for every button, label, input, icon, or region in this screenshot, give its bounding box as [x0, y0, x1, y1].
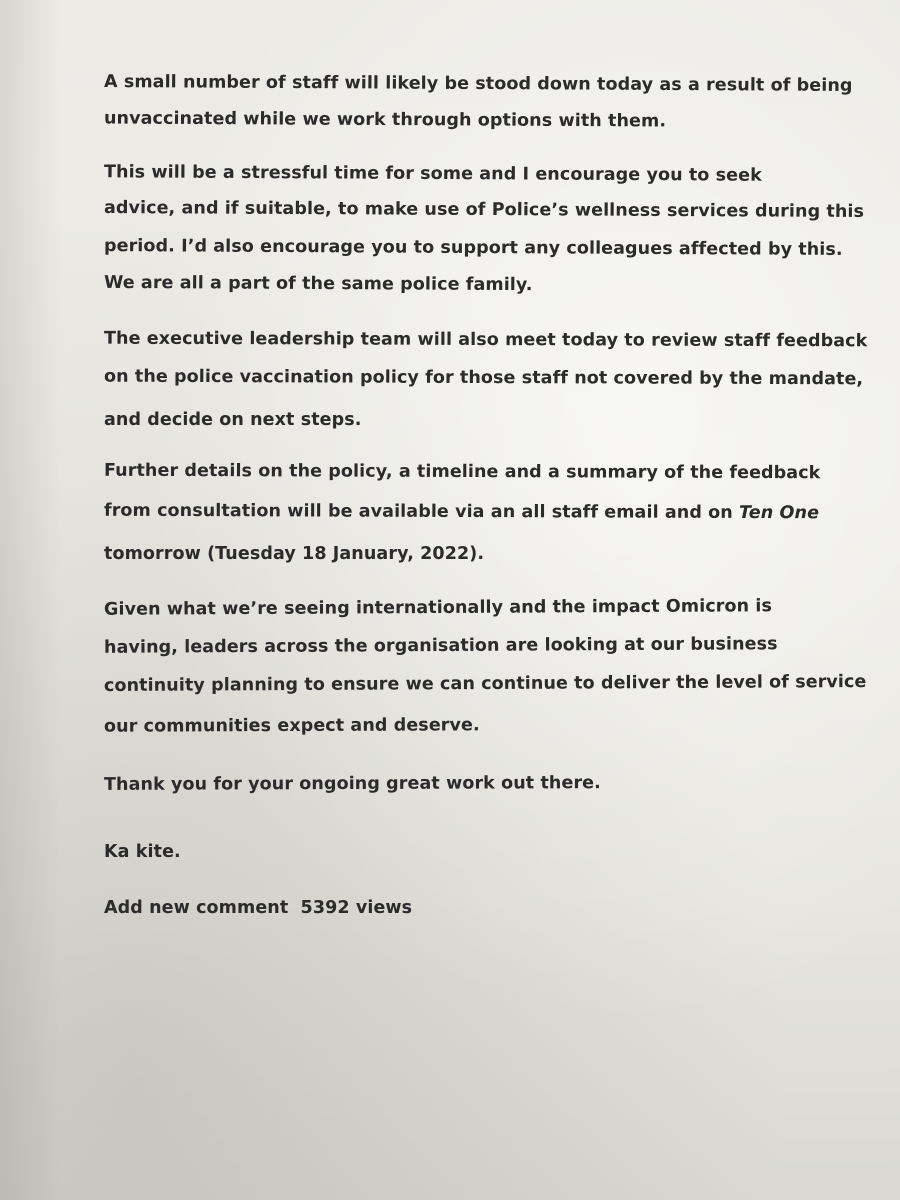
paragraph-5-line-2: having, leaders across the organisation are looking at our business: [103, 634, 778, 658]
view-count: 5392 views: [300, 898, 413, 918]
paragraph-2-line-3: period. I’d also encourage you to support any colleagues affected by this.: [103, 236, 843, 260]
closing-thanks: Thank you for your ongoing great work out there.: [103, 773, 601, 795]
paragraph-1-line-2: unvaccinated while we work through options with them.: [103, 108, 667, 132]
paragraph-2-line-2: advice, and if suitable, to make use of Police’s wellness services during this: [103, 198, 865, 222]
paragraph-4-line-1: Further details on the policy, a timeline and a summary of the feedback: [103, 460, 821, 484]
paragraph-5-line-1: Given what we’re seeing internationally and the impact Omicron is: [103, 596, 773, 620]
add-comment-link[interactable]: Add new comment: [104, 898, 289, 918]
paragraph-4-line-3: tomorrow (Tuesday 18 January, 2022).: [104, 544, 485, 564]
paragraph-1-line-1: A small number of staff will likely be stood down today as a result of being: [103, 72, 853, 96]
paragraph-3-line-1: The executive leadership team will also meet today to review staff feedback: [103, 328, 868, 352]
sign-off: Ka kite.: [104, 842, 181, 862]
paragraph-5-line-3: continuity planning to ensure we can continue to deliver the level of service: [103, 672, 867, 696]
paragraph-4-line-2-text: from consultation will be available via an all staff email and on: [103, 500, 733, 523]
paragraph-2-line-4: We are all a part of the same police family.: [103, 272, 533, 296]
paragraph-4-line-2: [104, 501, 819, 523]
paragraph-3-line-3: and decide on next steps.: [104, 410, 362, 430]
ten-one-link-text: Ten One: [739, 502, 820, 524]
paragraph-3-line-2: on the police vaccination policy for those staff not covered by the mandate,: [103, 366, 864, 390]
paragraph-2-line-1: This will be a stressful time for some and I encourage you to seek: [103, 162, 762, 186]
footer-row: [104, 898, 412, 918]
paragraph-5-line-4: our communities expect and deserve.: [103, 715, 480, 737]
